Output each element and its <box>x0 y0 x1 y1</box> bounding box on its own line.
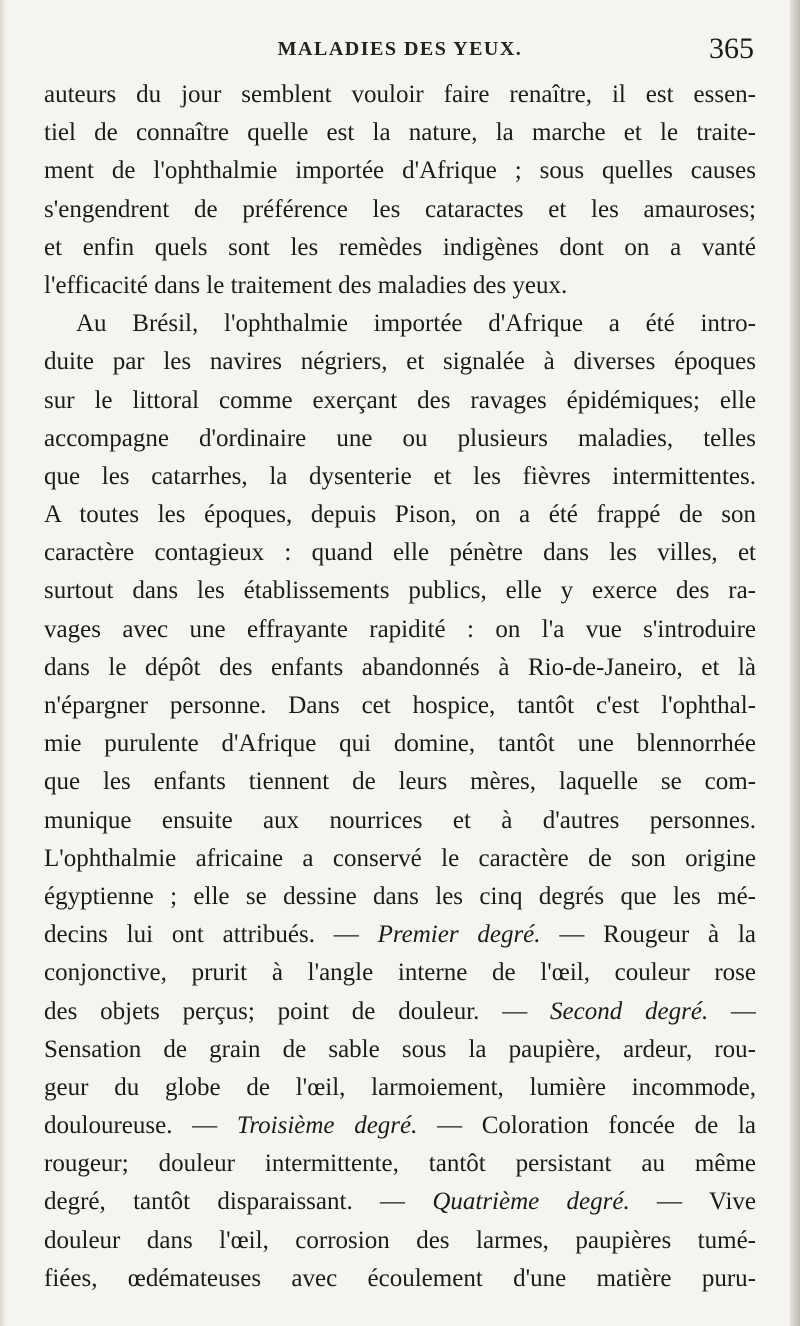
text-line: rougeur; douleur intermittente, tantôt persistant au même <box>44 1150 756 1178</box>
text-line: Sensation de grain de sable sous la paupière, ardeur, rou- <box>44 1035 756 1063</box>
text-line: tiel de connaître quelle est la nature, la marche et le traite- <box>44 119 756 147</box>
text-line: n'épargner personne. Dans cet hospice, tantôt c'est l'ophthal- <box>44 692 756 719</box>
page-number: 365 <box>709 32 754 65</box>
body-text <box>44 76 756 1298</box>
italic-heading: Premier degré. <box>377 921 541 949</box>
text-segment: — Rougeur à la <box>540 921 756 949</box>
page-header <box>44 32 756 72</box>
text-line: vages avec une effrayante rapidité : on l'a vue s'introduire <box>44 615 756 643</box>
text-line: que les catarrhes, la dysenterie et les fièvres intermittentes. <box>44 462 756 490</box>
text-line: s'engendrent de préférence les cataractes et les amauroses; <box>44 195 756 223</box>
text-segment: — Vive <box>629 1188 756 1216</box>
text-line: caractère contagieux : quand elle pénètre dans les villes, et <box>44 539 756 567</box>
text-segment: des objets perçus; point de douleur. — <box>44 997 551 1025</box>
text-line: fiées, œdémateuses avec écoulement d'une matière puru- <box>44 1264 756 1292</box>
text-line <box>44 993 756 1031</box>
text-line: geur du globe de l'œil, larmoiement, lumière incommode, <box>44 1073 756 1101</box>
text-line: conjonctive, prurit à l'angle interne de l'œil, couleur rose <box>44 959 756 987</box>
page-edge-shadow <box>790 0 800 1326</box>
page-gutter-shadow <box>0 0 6 1326</box>
text-line: accompagne d'ordinaire une ou plusieurs maladies, telles <box>44 424 756 452</box>
text-line: munique ensuite aux nourrices et à d'autres personnes. <box>44 806 756 834</box>
italic-heading: Second degré. <box>550 997 709 1025</box>
text-line: douleur dans l'œil, corrosion des larmes, paupières tumé- <box>44 1226 756 1254</box>
text-line <box>44 1107 756 1145</box>
text-line <box>44 916 756 954</box>
text-line <box>44 1183 756 1221</box>
text-segment: degré, tantôt disparaissant. — <box>44 1188 433 1216</box>
text-line: que les enfants tiennent de leurs mères, laquelle se com- <box>44 768 756 796</box>
text-segment: — <box>708 997 756 1025</box>
text-segment: — Coloration foncée de la <box>417 1112 756 1140</box>
text-segment: decins lui ont attribués. — <box>44 921 378 949</box>
text-line: Au Brésil, l'ophthalmie importée d'Afrique a été intro- <box>76 310 756 338</box>
text-line: duite par les navires négriers, et signalée à diverses époques <box>44 348 756 376</box>
text-line: dans le dépôt des enfants abandonnés à Rio-de-Janeiro, et là <box>44 653 756 681</box>
text-line: ment de l'ophthalmie importée d'Afrique ; sous quelles causes <box>44 157 756 185</box>
text-line: auteurs du jour semblent vouloir faire renaître, il est essen- <box>44 81 756 108</box>
text-line: et enfin quels sont les remèdes indigènes dont on a vanté <box>44 233 756 261</box>
running-head: MALADIES DES YEUX. <box>277 38 523 60</box>
text-line: L'ophthalmie africaine a conservé le caractère de son origine <box>44 844 756 872</box>
text-line: A toutes les époques, depuis Pison, on a été frappé de son <box>44 501 756 529</box>
italic-heading: Quatrième degré. <box>432 1188 630 1216</box>
italic-heading: Troisième degré. <box>236 1112 418 1140</box>
text-line: mie purulente d'Afrique qui domine, tantôt une blennorrhée <box>44 730 756 758</box>
text-segment: douloureuse. — <box>44 1112 237 1140</box>
text-line: l'efficacité dans le traitement des maladies des yeux. <box>44 271 568 299</box>
text-line: sur le littoral comme exerçant des ravages épidémiques; elle <box>44 386 756 414</box>
text-line: égyptienne ; elle se dessine dans les cinq degrés que les mé- <box>44 882 756 910</box>
text-line: surtout dans les établissements publics, elle y exerce des ra- <box>44 577 756 605</box>
